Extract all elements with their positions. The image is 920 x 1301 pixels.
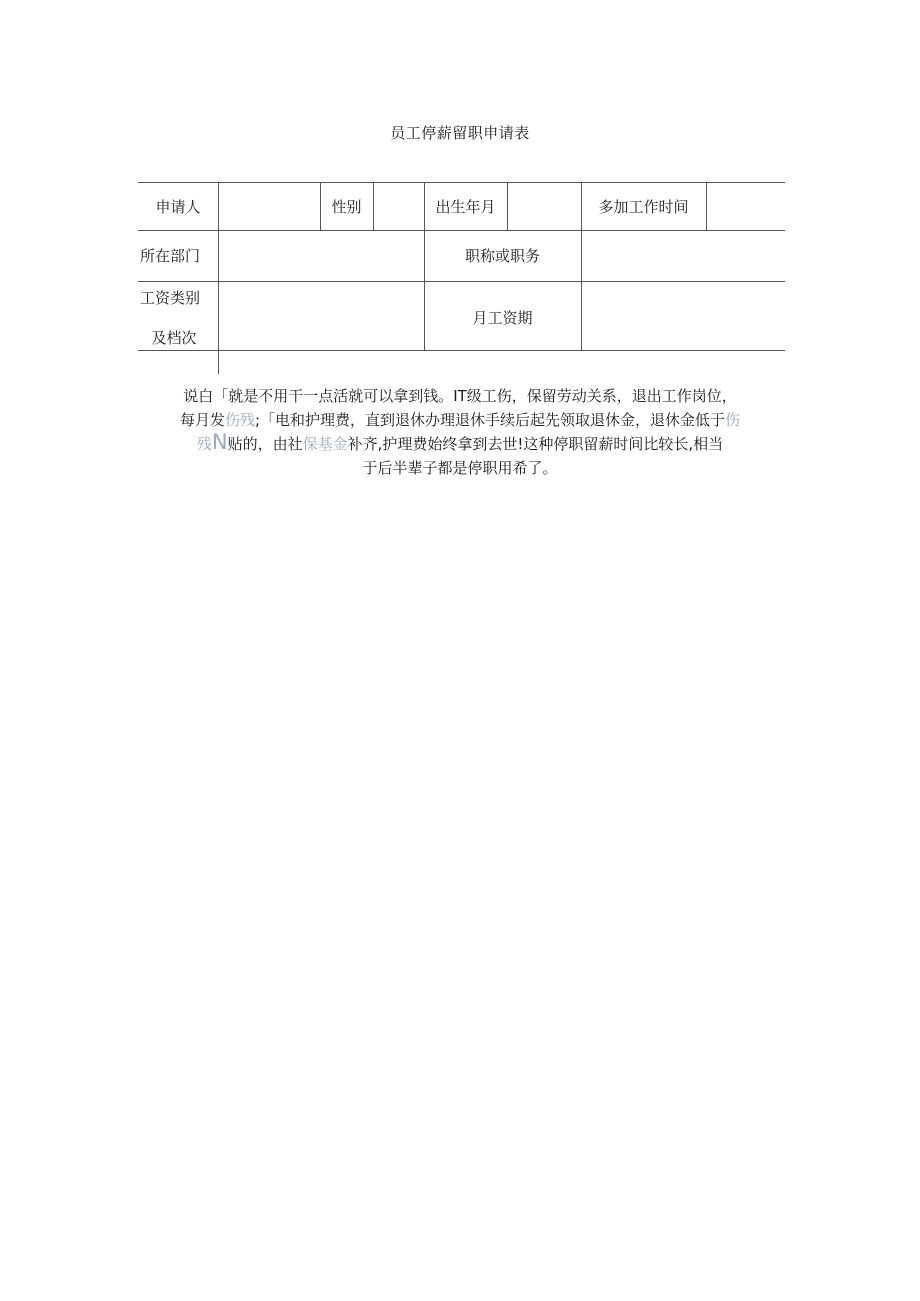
- salary-class-label-line2: 及档次: [151, 328, 197, 347]
- birth-label: 出生年月: [435, 197, 496, 216]
- faded-text: 残: [196, 435, 212, 453]
- paragraph-line: 于后半辈子都是停职用希了。: [362, 459, 558, 477]
- faded-text: 伤: [725, 411, 741, 429]
- position-value[interactable]: [582, 230, 785, 281]
- monthly-salary-value[interactable]: [582, 281, 785, 350]
- paragraph-line: [150, 408, 770, 432]
- faded-text: 保基金: [302, 435, 348, 453]
- paragraph-text: 贴的，由社: [227, 435, 303, 453]
- paragraph-text: 补齐,护理费始终拿到去世!这种停职留薪时间比较长,相当: [347, 435, 724, 453]
- salary-class-value[interactable]: [219, 281, 424, 350]
- paragraph-text: ;「电和护理费，直到退休办理退休手续后起先领取退休金，退休金低于: [254, 411, 726, 429]
- faded-text: N: [211, 430, 228, 454]
- department-value[interactable]: [219, 230, 424, 281]
- position-label: 职称或职务: [464, 247, 540, 265]
- paragraph-line: 说白「就是不用干一点活就可以拿到钱。IT级工伤，保留劳动关系，退出工作岗位，: [183, 387, 737, 405]
- join-time-label: 多加工作时间: [598, 197, 689, 216]
- form-title: 员工停薪留职申请表: [390, 124, 530, 142]
- gender-value[interactable]: [374, 182, 424, 230]
- department-label: 所在部门: [139, 247, 200, 265]
- explanation-paragraph: [150, 384, 770, 480]
- salary-class-label-line1: 工资类别: [139, 288, 200, 307]
- paragraph-text: 每月发: [179, 411, 225, 429]
- paragraph-line: [150, 432, 770, 456]
- monthly-salary-label: 月工资期: [472, 309, 533, 327]
- join-time-value[interactable]: [707, 182, 785, 230]
- applicant-value[interactable]: [219, 182, 320, 230]
- applicant-label: 申请人: [155, 197, 201, 216]
- faded-text: 伤残: [224, 411, 255, 429]
- birth-value[interactable]: [508, 182, 581, 230]
- gender-label: 性别: [331, 197, 362, 216]
